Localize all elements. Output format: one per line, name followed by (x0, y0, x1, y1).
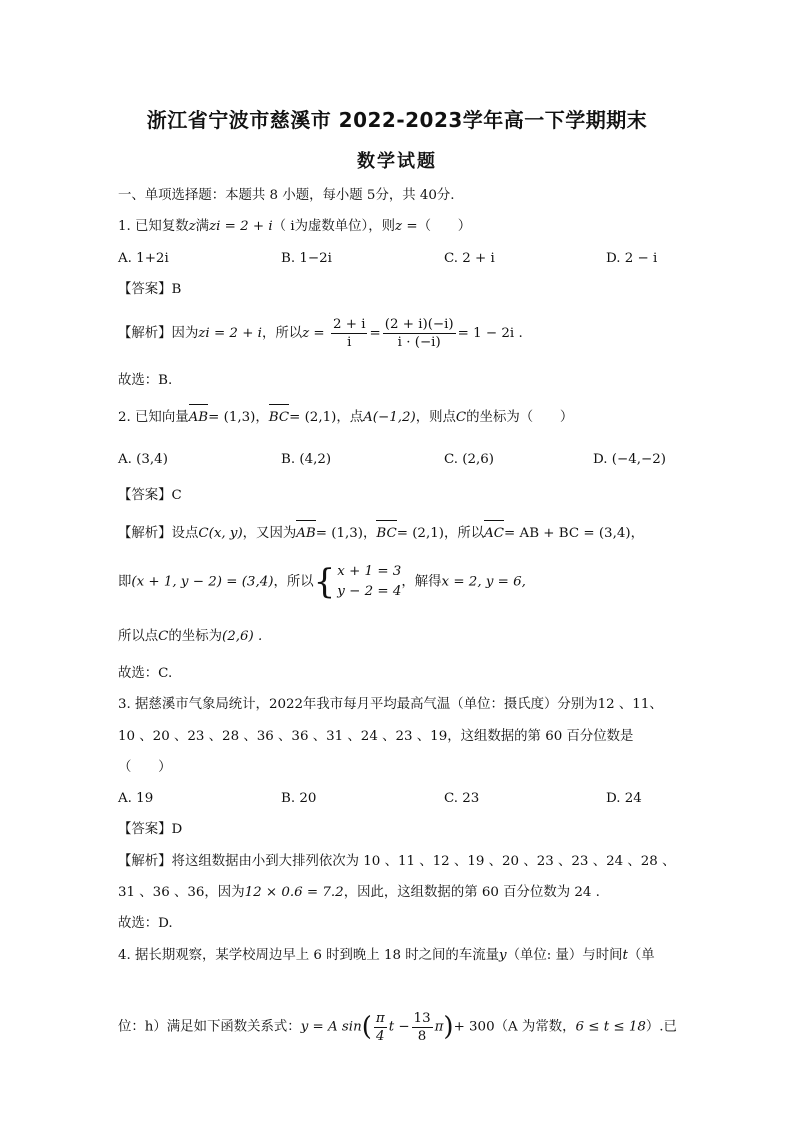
q2-analysis-text-b: ，又因为 (242, 526, 297, 541)
q4-frac-a-num: π (375, 1010, 385, 1026)
q2-separator: ， (255, 410, 269, 425)
q2-analysis-vector-ab: AB (296, 524, 316, 544)
q2-conclusion: 故选：C. (118, 666, 173, 681)
q3-analysis-equation: 12 × 0.6 = 7.2 (244, 885, 344, 900)
q1-analysis-text-a: 【解析】因为 (118, 326, 199, 341)
q1-frac2-den: i · (−i) (397, 335, 441, 350)
q1-var-z: z (188, 219, 196, 234)
q1-text-c: （ i为虚数单位），则 (272, 219, 396, 234)
q2-line2-text-a: 即 (118, 574, 132, 590)
q2-equation-system (314, 562, 402, 602)
q1-frac1-num: 2 + i (332, 317, 366, 332)
q2-vector-bc-value: = (2,1) (289, 410, 337, 425)
q4-var-t: t (622, 948, 628, 963)
q4-frac-a-den: 4 (376, 1028, 385, 1044)
q4-term-t: t − (388, 1019, 410, 1035)
q4-line2-text-b: （A 为常数， (494, 1019, 576, 1035)
q2-analysis-text-c: ，所以 (443, 526, 485, 541)
q1-option-b: B. 1−2i (281, 251, 332, 266)
q3-option-b: B. 20 (281, 791, 317, 806)
q1-analysis: 【解析】因为zi = 2 + i，所以z = $\frac{2 + i}{i}$ = $\frac{(2 + i)(-i)}{i \cdot (-i)}$ = 1 − 2i . (118, 317, 523, 350)
q1-option-a: A. 1+2i (118, 251, 169, 266)
q1-frac2-num: (2 + i)(−i) (384, 317, 454, 332)
q1-text-d: z = (395, 219, 418, 234)
q1-analysis-text-b: ，所以 (261, 326, 303, 341)
q2-system-row-1: x + 1 = 3 (337, 564, 402, 579)
q4-pi: π (434, 1019, 444, 1035)
q2-text-d: 的坐标为（ ） (466, 410, 574, 425)
q2-analysis-ab-value: = (1,3) (315, 526, 363, 541)
q2-analysis-text-a: 【解析】设点 (118, 526, 199, 541)
q4-stem-line-2: 位：h）满足如下函数关系式：y = A sin( $\frac{\pi}{4}$ t − $\frac{13}{8}$ π)+ 300（A 为常数，6 ≤ t ≤ 18）.已 (118, 1010, 677, 1044)
q4-text-b: （单位: 量）与时间 (506, 948, 623, 963)
q3-analysis-line-2 (118, 883, 600, 903)
question-2-stem (118, 408, 573, 428)
q2-line3-point-c: C (158, 629, 169, 644)
q2-option-a: A. (3,4) (118, 452, 168, 467)
q1-answer: 【答案】B (118, 282, 182, 297)
section-heading: 一、单项选择题：本题共 8 小题，每小题 5分，共 40分. (118, 188, 455, 203)
q1-text-a: 1. 已知复数 (118, 219, 189, 234)
q2-analysis-point: C(x, y) (198, 526, 243, 541)
question-1-stem (118, 217, 471, 237)
q3-analysis-text-b: ，因此，这组数据的第 60 百分位数为 24 . (343, 885, 600, 900)
q2-line3-value: (2,6) . (221, 629, 263, 644)
q2-analysis-line-2 (118, 562, 526, 603)
q1-option-d: D. 2 − i (606, 251, 658, 266)
q2-analysis-end: ， (630, 526, 644, 541)
q2-point-a: A(−1,2) (363, 410, 416, 425)
q2-left-brace: { (313, 562, 336, 602)
q2-analysis-bc-value: = (2,1) (396, 526, 444, 541)
q3-stem-line-2: 10 、20 、23 、28 、36 、36 、31 、24 、23 、19，这组数据的第 60 百分位数是 (118, 729, 634, 744)
q4-plus-300: + 300 (453, 1019, 495, 1035)
q2-answer: 【答案】C (118, 488, 182, 503)
q2-line2-text-b: ，所以 (273, 574, 314, 590)
q3-stem-line-1: 3. 据慈溪市气象局统计，2022年我市每月平均最高气温（单位：摄氏度）分别为12 、11、 (118, 697, 663, 712)
q4-function: y = A sin (300, 1019, 362, 1035)
q2-system-row-2: y − 2 = 4 (337, 584, 402, 599)
q4-fraction-pi-4 (374, 1010, 387, 1045)
q1-fraction-1 (331, 316, 368, 351)
q1-conclusion: 故选：B. (118, 373, 173, 388)
q4-fraction-13-8 (412, 1010, 433, 1045)
q2-vector-ab: AB (189, 408, 209, 428)
q3-option-d: D. 24 (606, 791, 642, 806)
q2-analysis-line-3 (118, 627, 262, 647)
q3-conclusion: 故选：D. (118, 916, 173, 931)
q3-stem-line-3: （ ） (118, 760, 172, 775)
q2-option-b: B. (4,2) (281, 452, 332, 467)
q4-range: 6 ≤ t ≤ 18 (575, 1019, 646, 1035)
q2-analysis-vector-bc: BC (376, 524, 396, 544)
q2-line2-solution: x = 2, y = 6, (441, 574, 526, 590)
q4-line2-text-c: ）.已 (645, 1019, 677, 1035)
q1-frac1-den: i (347, 335, 352, 350)
q4-var-y: y (499, 948, 507, 963)
q3-option-c: C. 23 (444, 791, 480, 806)
q4-frac-b-num: 13 (413, 1010, 431, 1026)
q2-vector-bc: BC (269, 408, 289, 428)
q2-point-c: C (455, 410, 467, 425)
q2-analysis-sep: ， (362, 526, 377, 541)
q1-analysis-z: z = (302, 326, 325, 341)
q2-analysis-vector-sum: = AB + BC = (3,4) (504, 526, 631, 541)
q4-text-a: 4. 据长期观察，某学校周边早上 6 时到晚上 18 时之间的车流量 (118, 948, 499, 963)
q4-frac-b-den: 8 (417, 1028, 427, 1044)
q2-line3-text-b: 的坐标为 (168, 629, 222, 644)
q2-vector-ab-value: = (1,3) (208, 410, 256, 425)
q4-text-c: （单 (627, 948, 655, 963)
q3-analysis-line-1: 【解析】将这组数据由小到大排列依次为 10 、11 、12 、19 、20 、23 、23 、24 、28 、 (118, 854, 676, 869)
q2-analysis-vector-ac: AC (484, 524, 504, 544)
q1-option-c: C. 2 + i (444, 251, 495, 266)
q2-text-c: ，则点 (415, 410, 456, 425)
q2-line2-equation: (x + 1, y − 2) = (3,4) (131, 574, 274, 590)
q1-text-b: 满 (195, 219, 210, 234)
q3-option-a: A. 19 (118, 791, 154, 806)
q1-text-e: （ ） (417, 219, 472, 234)
q1-analysis-end: = 1 − 2i . (457, 326, 523, 341)
q4-stem-line-1 (118, 946, 655, 966)
page-subtitle: 数学试题 (357, 151, 437, 172)
q2-text-a: 2. 已知向量 (118, 410, 189, 425)
q3-analysis-text-a: 31 、36 、36，因为 (118, 885, 245, 900)
q4-line2-text-a: 位：h）满足如下函数关系式： (118, 1019, 301, 1035)
q2-option-d: D. (−4,−2) (593, 452, 666, 467)
q2-line3-text-a: 所以点 (118, 629, 159, 644)
q1-analysis-equation: zi = 2 + i (198, 326, 262, 341)
q2-option-c: C. (2,6) (444, 452, 495, 467)
q2-line2-text-c: ，解得 (401, 574, 442, 590)
page-title: 浙江省宁波市慈溪市 2022-2023学年高一下学期期末 (146, 108, 648, 132)
q2-text-b: ，点 (336, 410, 364, 425)
q1-fraction-2 (383, 316, 456, 351)
q3-answer: 【答案】D (118, 822, 183, 837)
q1-equation: zi = 2 + i (209, 219, 273, 234)
q2-analysis-line-1 (118, 524, 644, 544)
